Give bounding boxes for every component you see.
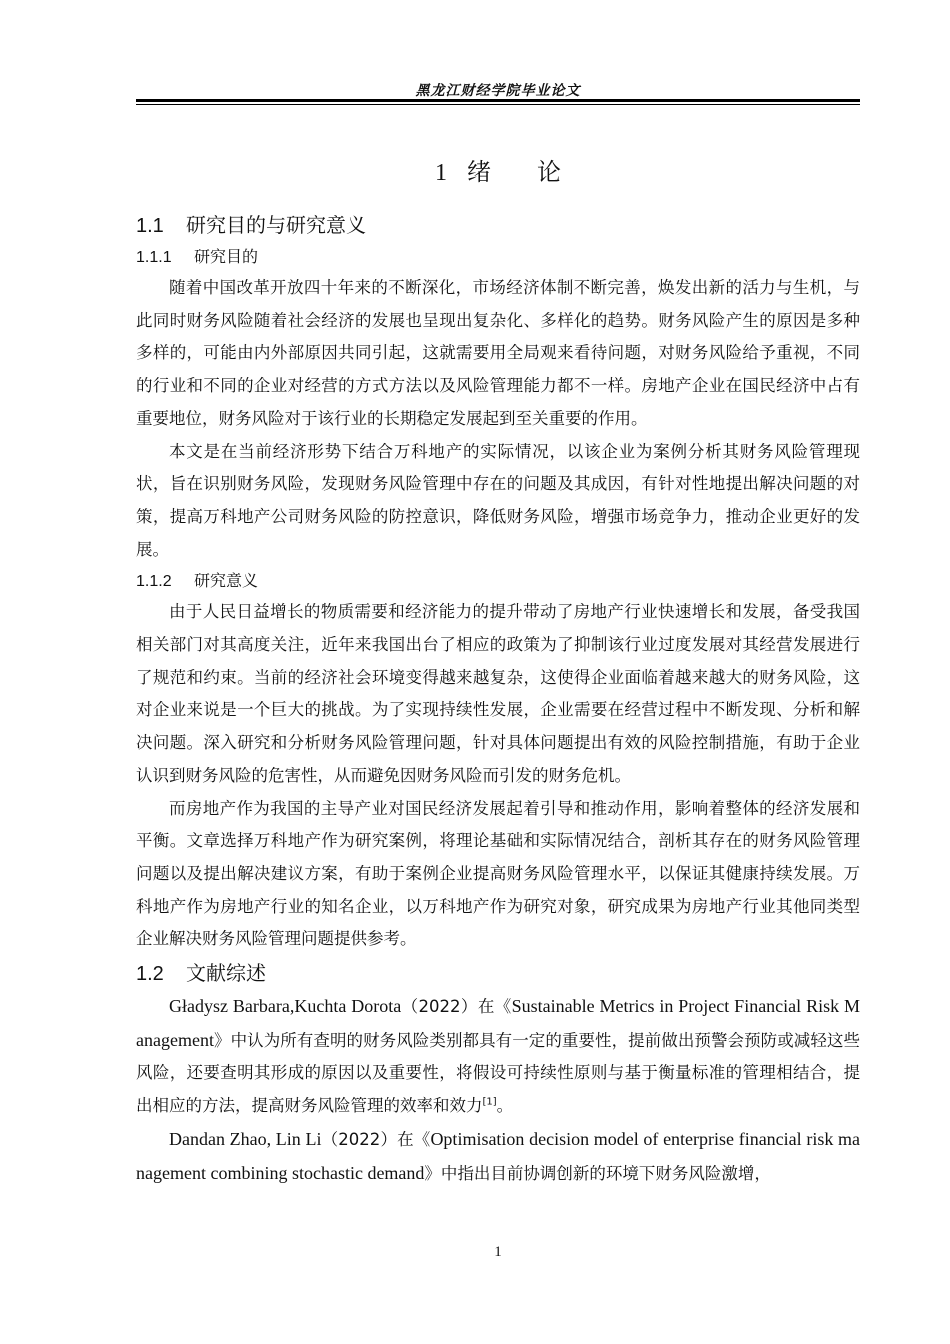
paragraph: 本文是在当前经济形势下结合万科地产的实际情况，以该企业为案例分析其财务风险管理现状，旨在识别财务风险，发现财务风险管理中存在的问题及其成因，有针对性地提出解决问题的对策，提高万科地产公司财务风险的防控意识，降低财务风险，增强市场竞争力，推动企业更好的发展。	[136, 441, 860, 559]
chapter-title-part1: 绪	[467, 158, 491, 186]
subsection-number: 1.1.1	[136, 249, 172, 266]
section-number: 1.2	[136, 963, 164, 986]
section-heading	[136, 956, 860, 990]
lit-authors: Gładysz Barbara,Kuchta Dorota	[169, 996, 402, 1017]
subsection-title: 研究目的	[194, 247, 259, 266]
literature-paragraph	[136, 1123, 860, 1190]
lit-text: 》中认为所有查明的财务风险类别都具有一定的重要性，提前做出预警会预防或减轻这些风险，还要查明其形成的原因以及重要性，将假设可持续性原则与基于衡量标准的管理相结合，提出相应的方法，提高财务风险管理的效率和效力	[136, 1030, 860, 1116]
lit-work-title: Optimisation decision model of enterprise financial risk management combining stochastic demand	[136, 1128, 860, 1183]
header-rule-thick	[136, 99, 860, 102]
lit-end: 。	[496, 1096, 514, 1116]
subsection-heading	[136, 242, 860, 272]
subsection-title: 研究意义	[194, 571, 259, 591]
section-heading	[136, 208, 860, 242]
section-number: 1.1	[136, 215, 164, 237]
paragraph: 由于人民日益增长的物质需要和经济能力的提升带动了房地产行业快速增长和发展，备受我国相关部门对其高度关注，近年来我国出台了相应的政策为了抑制该行业过度发展对其经营发展进行了规范和约束。当前的经济社会环境变得越来越复杂，这使得企业面临着越来越大的财务风险，这对企业来说是一个巨大的挑战。为了实现持续性发展，企业需要在经营过程中不断发现、分析和解决问题。深入研究和分析财务风险管理问题，针对具体问题提出有效的风险控制措施，有助于企业认识到财务风险的危害性，从而避免因财务风险而引发的财务危机。	[136, 602, 860, 785]
subsection-number: 1.1.2	[136, 573, 172, 591]
chapter-title	[136, 152, 860, 187]
section-title: 研究目的与研究意义	[186, 213, 366, 237]
running-header: 黑龙江财经学院毕业论文	[415, 83, 581, 99]
lit-authors: Dandan Zhao, Lin Li	[169, 1128, 322, 1149]
subsection-heading	[136, 566, 860, 596]
body-content	[136, 208, 860, 1190]
header-rule-thin	[136, 104, 860, 105]
literature-paragraph	[136, 990, 860, 1123]
paragraph: 随着中国改革开放四十年来的不断深化，市场经济体制不断完善，焕发出新的活力与生机，与此同时财务风险随着社会经济的发展也呈现出复杂化、多样化的趋势。财务风险产生的原因是多种多样的，可能由内外部原因共同引起，这就需要用全局观来看待问题，对财务风险给予重视，不同的行业和不同的企业对经营的方式方法以及风险管理能力都不一样。房地产企业在国民经济中占有重要地位，财务风险对于该行业的长期稳定发展起到至关重要的作用。	[136, 278, 860, 428]
citation-ref[interactable]: [1]	[482, 1096, 497, 1108]
lit-text: 》中指出目前协调创新的环境下财务风险激增，	[424, 1163, 771, 1183]
chapter-title-part2: 论	[537, 158, 561, 186]
section-title: 文献综述	[186, 961, 266, 986]
paragraph: 而房地产作为我国的主导产业对国民经济发展起着引导和推动作用，影响着整体的经济发展和平衡。文章选择万科地产作为研究案例，将理论基础和实际情况结合，剖析其存在的财务风险管理问题以及提出解决建议方案，有助于案例企业提高财务风险管理水平，以保证其健康持续发展。万科地产作为房地产行业的知名企业，以万科地产作为研究对象，研究成果为房地产行业其他同类型企业解决财务风险管理问题提供参考。	[136, 798, 860, 949]
lit-year: （2022）在《	[321, 1129, 431, 1149]
lit-work-title: Sustainable Metrics in Project Financial Risk Management	[136, 996, 860, 1050]
lit-year: （2022）在《	[401, 997, 512, 1017]
page-number: 1	[494, 1244, 502, 1260]
chapter-number: 1	[435, 160, 447, 186]
